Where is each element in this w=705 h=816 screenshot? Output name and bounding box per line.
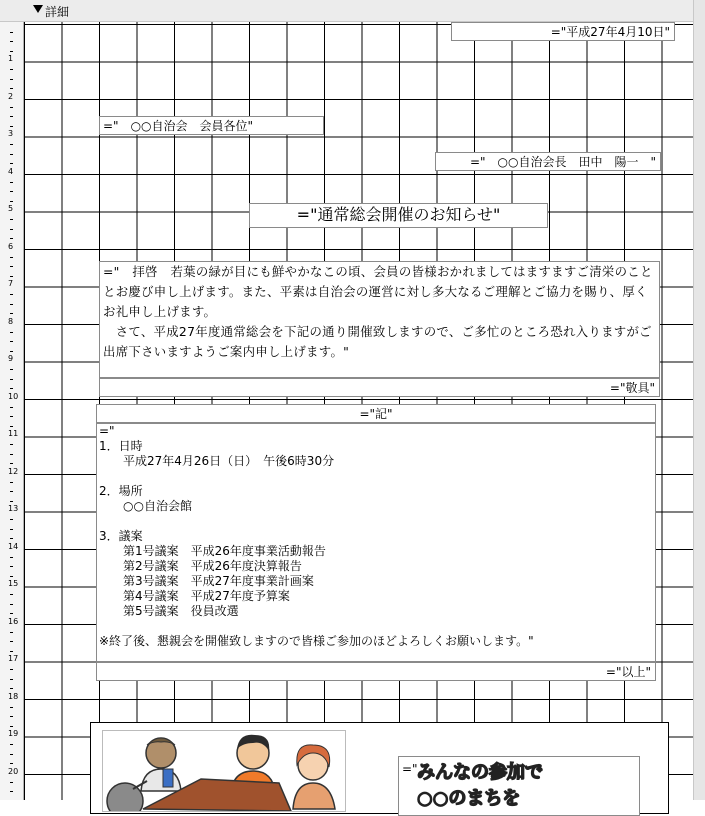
ruler-number: 6	[8, 241, 14, 251]
ruler-tick	[10, 763, 13, 764]
ruler-number: 8	[8, 316, 14, 326]
ruler-tick	[10, 557, 13, 558]
ruler-tick	[10, 707, 13, 708]
ruler-tick	[10, 313, 13, 314]
ruler-number: 5	[8, 204, 14, 213]
ruler-number: 4	[8, 166, 14, 176]
slogan-line-2: ○○のまちを	[417, 788, 521, 809]
ruler-tick	[10, 332, 13, 333]
ruler-tick	[10, 632, 13, 633]
ruler-number: 2	[8, 91, 14, 101]
ruler-tick	[10, 594, 13, 595]
ruler-tick	[10, 41, 13, 42]
ruler-tick	[10, 379, 13, 380]
ruler-number: 18	[8, 691, 19, 701]
ruler-number: 12	[8, 466, 19, 476]
ruler-number: 7	[8, 279, 14, 288]
ruler-tick	[10, 613, 13, 614]
ruler-tick	[10, 416, 13, 417]
ruler-tick	[10, 501, 13, 502]
ruler-number: 19	[8, 729, 19, 738]
ruler-tick	[10, 126, 13, 127]
ruler-tick	[10, 238, 13, 239]
ruler-tick	[10, 51, 13, 52]
slogan-textbox[interactable]	[398, 756, 640, 816]
ruler-tick	[10, 782, 13, 783]
ruler-tick	[10, 716, 13, 717]
ruler-tick	[10, 491, 13, 492]
ruler-number: 15	[8, 579, 19, 588]
vertical-ruler	[0, 22, 24, 800]
ruler-tick	[10, 669, 13, 670]
ruler-tick	[10, 229, 13, 230]
ruler-tick	[10, 529, 13, 530]
ruler-tick	[10, 679, 13, 680]
ruler-tick	[10, 744, 13, 745]
recipient-textbox[interactable]: =" ○○自治会 会員各位"	[99, 116, 324, 135]
section-header-detail[interactable]	[0, 0, 705, 22]
ruler-tick	[10, 79, 13, 80]
ruler-tick	[10, 754, 13, 755]
ruler-tick	[10, 107, 13, 108]
ruler-tick	[10, 163, 13, 164]
ruler-tick	[10, 482, 13, 483]
ki-textbox[interactable]: ="記"	[96, 404, 656, 423]
ruler-number: 9	[8, 354, 14, 363]
ruler-tick	[10, 576, 13, 577]
ruler-tick	[10, 32, 13, 33]
ruler-number: 13	[8, 504, 19, 513]
ruler-number: 11	[8, 429, 19, 438]
ruler-tick	[10, 351, 13, 352]
ruler-tick	[10, 538, 13, 539]
closing-textbox[interactable]: ="敬具"	[99, 378, 660, 397]
ruler-tick	[10, 116, 13, 117]
section-title: 詳細	[45, 5, 70, 19]
ruler-tick	[10, 369, 13, 370]
ruler-tick	[10, 726, 13, 727]
ruler-tick	[10, 88, 13, 89]
ruler-tick	[10, 154, 13, 155]
ruler-tick	[10, 276, 13, 277]
ruler-tick	[10, 519, 13, 520]
ruler-tick	[10, 604, 13, 605]
ruler-tick	[10, 341, 13, 342]
ruler-tick	[10, 304, 13, 305]
details-textbox[interactable]: =" 1．日時 平成27年4月26日（日） 午後6時30分 2．場所 ○○自治会館 3．議案 第1号議案 平成26年度事業活動報告 第2号議案 平成26年度決算報告 第3号議案 平成27年度事業計画案 第4号議案 平成27年度予算案 第5号議案 役員改選 ※終了後、懇親会を開催致しますので皆様ご参加のほどよろしくお願いします。"	[96, 423, 656, 662]
ruler-tick	[10, 454, 13, 455]
slogan-line-1: みんなの参加で	[417, 762, 543, 783]
ruler-number: 3	[8, 129, 14, 138]
ruler-tick	[10, 201, 13, 202]
ruler-tick	[10, 566, 13, 567]
ruler-tick	[10, 641, 13, 642]
ruler-tick	[10, 266, 13, 267]
notice-title-textbox[interactable]: ="通常総会開催のお知らせ"	[249, 203, 548, 228]
ruler-tick	[10, 651, 13, 652]
ruler-tick	[10, 182, 13, 183]
ruler-tick	[10, 444, 13, 445]
date-textbox[interactable]: ="平成27年4月10日"	[451, 22, 675, 41]
ruler-number: 16	[8, 616, 19, 626]
ruler-number: 1	[8, 54, 14, 63]
ijou-textbox[interactable]: ="以上"	[96, 662, 656, 681]
ruler-tick	[10, 294, 13, 295]
ruler-tick	[10, 191, 13, 192]
ruler-tick	[10, 219, 13, 220]
collapse-arrow-icon[interactable]	[33, 5, 43, 13]
ruler-tick	[10, 791, 13, 792]
ruler-number: 17	[8, 654, 19, 663]
ruler-tick	[10, 144, 13, 145]
ruler-number: 14	[8, 541, 19, 551]
ruler-tick	[10, 257, 13, 258]
body-textbox[interactable]: =" 拝啓 若葉の緑が目にも鮮やかなこの頃、会員の皆様おかれましてはますますご清栄のこととお慶び申し上げます。また、平素は自治会の運営に対し多大なるご理解とご協力を賜り、厚くお礼申し上げます。 さて、平成27年度通常総会を下記の通り開催致しますので、ご多忙のところ恐れ入りますがご出席下さいますようご案内申し上げます。"	[99, 261, 660, 378]
ruler-number: 10	[8, 391, 19, 401]
sender-textbox[interactable]: =" ○○自治会長 田中 陽一 "	[435, 152, 661, 171]
vertical-scrollbar[interactable]	[693, 0, 705, 800]
ruler-tick	[10, 388, 13, 389]
ruler-number: 20	[8, 766, 19, 776]
ruler-tick	[10, 463, 13, 464]
ruler-tick	[10, 69, 13, 70]
ruler-tick	[10, 426, 13, 427]
people-meeting-illustration	[103, 731, 345, 811]
ruler-tick	[10, 407, 13, 408]
slogan-prefix: ="	[402, 762, 418, 776]
ruler-tick	[10, 688, 13, 689]
